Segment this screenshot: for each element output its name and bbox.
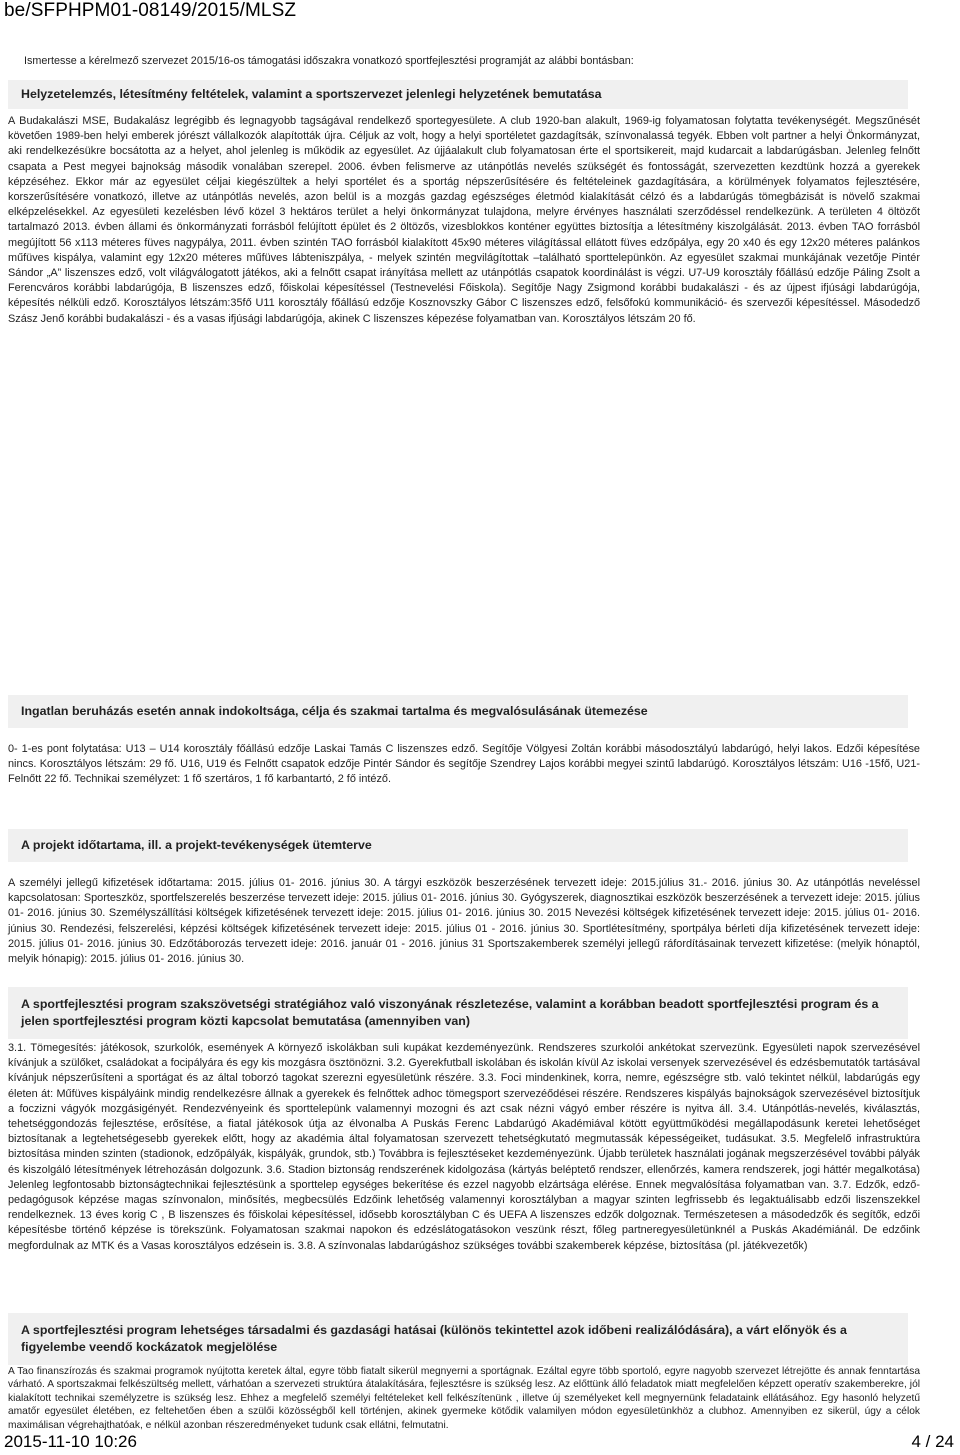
section-heading-impacts: A sportfejlesztési program lehetséges társadalmi és gazdasági hatásai (különös tekintettel azok időbeni realizálódására), a várt előnyök és a figyelembe veendő kockázatok megjelölése xyxy=(8,1313,908,1365)
footer-page-number: 4 / 24 xyxy=(911,1432,954,1451)
section-heading-situation: Helyzetelemzés, létesítmény feltételek, valamint a sportszervezet jelenlegi helyzetének bemutatása xyxy=(8,80,908,109)
document-id: be/SFPHPM01-08149/2015/MLSZ xyxy=(4,0,297,21)
section-heading-real-estate: Ingatlan beruházás esetén annak indokoltsága, célja és szakmai tartalma és megvalósulásának ütemezése xyxy=(8,695,908,728)
section-body-strategy: 3.1. Tömegesítés: játékosok, szurkolók, események A környező iskolákban suli kupákat kezdeményezünk. Rendszeres szurkolói ankétokat szervezünk. Egyesületi napok szervezésével kívánjuk a szülőket, családokat a focipályára és egy kis mozgásra ösztönözni. 3.2. Gyerekfutball iskolában és iskolán kívül Az iskolai versenyek szervezésével és edzésbemutatók tartásával kívánjuk népszerűsíteni a sportágat és az által toborzó tagokat szerezni egyesületünk részére. 3.3. Foci mindenkinek, korra, nemre, egészségre stb. való tekintet nélkül, labdarúgás egy életen át: Műfüves kispályáink mindig rendelkezésre állnak a gyerekek és felnőttek adhoc tömegsport szervezéődései részére. Rendszeres kispályás bajnokságok szervezésével biztosítjuk a foczizni vágyók mozgásigényét. Rendezvényeink és sporttelepünk valamennyi mozogni és azt csak nézni vágyó ember részére is nyitva áll. 3.4. Utánpótlás-nevelés, kiválasztás, tehetséggondozás fejlesztése, erősítése, a fiatal játékosok útja az élvonalba A Puskás Ferenc Labdarúgó Akadémiával kötött együttműködési megállapodásunk keretei lehetőséget biztosítanak a legtehetségesebb gyerekek előtt, hogy az akadémia által folyamatosan szervezett tehetségkutató megmutassák képességeiket, tudásukat. 3.5. Megfelelő infrastruktúra biztosítása minden szinten (stadionok, edzőpályák, kispályák, grundok, stb.) Továbbra is fejlesztéseket kezdeményezünk. Újabb területek használati jogának megszerzésével további pályák és kiszolgáló létesítmények létrehozásán dolgozunk. 3.6. Stadion biztonság rendszerének kidolgozása (kártyás beléptető rendszer, ellenőrzés, kamera rendszerek, jogi háttér megalkotása) Jelenleg legfontosabb biztonságtechnikai fejlesztésünk a sporttelep egységes bekerítése és ezzel nagyobb elzártsága elérése. Ennek megvalósítása folyamatban van. 3.7. Edzők, edző-pedagógusok képzése magas színvonalon, minősítés, megbecsülés Edzőink lehetőség valamennyi korosztályban a magyar szinten legfrissebb és legaktuálisabb edzői liszenszekkel rendelkeznek. 13 éves korig C , B liszenszes és főiskolai képesítéssel, idősebb korosztályban C és UEFA A liszenszes edzők dolgoznak. Természetesen a másodedzők és segítők, edzői képesítésbe történő képzése is törekszünk. Folyamatosan szakmai napokon és edzéslátogatásokon veszünk részt, főleg partneregyesületünknél a Puskás Akadémiánál. De edzőink megfordulnak az MTK és a Vasas korosztályos edzésein is. 3.8. A színvonalas labdarúgáshoz szükséges további szakemberek képzése, biztosítása (pl. játékvezetők) xyxy=(8,1042,920,1252)
intro-text: Ismertesse a kérelmező szervezet 2015/16-os támogatási időszakra vonatkozó sportfejlesztési programját az alábbi bontásban: xyxy=(24,55,634,67)
section-body-situation: A Budakalászi MSE, Budakalász legrégibb és legnagyobb tagságával rendelkező sportegyesülete. A club 1920-ban alakult, 1969-ig folyamatosan folytatta tevékenységét. Megszűnését követően 1989-ben helyi emberek jórészt vállalkozók alapították újra. Céljuk az volt, hogy a helyi sportéletet gazdagítsák, színvonalassá tegyék. Ebben volt partner a helyi Önkormányzat, aki rendelkezésükre bocsátotta az a helyet, ahol jelenleg is működik az egyesület. Az újjáalakult club folyamatosan érte el sportsikereit, majd kudarcait a labdarúgásban. Jelenleg felnőtt csapata a Pest megyei bajnokság második vonalában szerepel. 2006. évben felismerve az utánpótlás nevelés szükségét és fontosságát, szervezetten kezdtünk hozzá a gyerekek képzéséhez. Ekkor már az egyesület céljai kiegészültek a helyi sportélet és a sportág népszerűsítésére és feltételeinek gazdagítására, a körülmények folyamatos fejlesztésére, korszerűsítésére vonatkozó, illetve az utánpótlás nevelés, azon belül is a mozgás gazdag egészséges életmód kialakítását célzó és a labdarúgás tömegbázisát is növelő szakmai elképzelésekkel. Az egyesületi kezelésben lévő közel 3 hektáros terület a helyi önkormányzat tulajdona, melyre érvényes használati szerződéssel rendelkezünk. A területen 4 öltözőt tartalmazó 2013. évben állami és önkormányzati forrásból felújított épület és 2 öltözős, vizesblokkos konténer együttes biztosítja a létesítmény kiszolgálását. 2013. évben TAO forrásból megújított 56 x113 méteres füves nagypálya, 2011. évben szintén TAO forrásból kialakított 45x90 méteres világítással ellátott füves edzőpálya, egy 20 x40 és egy 12x20 méteres palánkos műfüves kispálya, valamint egy 12x20 méteres műfüves lábteniszpálya, - melyek szintén megvilágítottak –található sporttelepünkön. Az egyesület szakmai munkájának vezetője Pintér Sándor „A” liszenszes edző, volt világválogatott játékos, aki a felnőtt csapat irányítása mellett az utánpótlás csapatok koordinálást is végzi. U7-U9 korosztály főállású edzője Páling Zsolt a Ferencváros korábbi labdarúgója, B liszenszes edző, főiskolai képesítéssel (Testnevelési Főiskola). Segítője Nagy Zsigmond korábbi budakalászi - és az újpest ifjúsági labdarúgója, képesítés nélküli edző. Korosztályos létszám:35fő U11 korosztály főállású edzője Kosznovszky Gábor C liszenszes edző, felsőfokú kommunikáció- és szervezői képesítéssel. Másodedző Szász Jenő korábbi budakalászi - és a vasas ifjúsági labdarúgója, akinek C liszenszes képezése folyamatban van. Korosztályos létszám 20 fő. xyxy=(8,115,920,325)
section-body-schedule: A személyi jellegű kifizetések időtartama: 2015. július 01- 2016. június 30. A tárgyi eszközök beszerzésének tervezett ideje: 2015.július 31.- 2016. június 30. Az utánpótlás neveléssel kapcsolatosan: Sporteszköz, sportfelszerelés beszerzése tervezett ideje: 2015. július 01- 2016. június 30. Gyógyszerek, diagnosztikai eszközök beszerzésének a tervezett ideje: 2015. július 01- 2016. június 30. Személyszállítási költségek kifizetésének tervezett ideje: 2015. július 01- 2016. június 30. 2015 Nevezési költségek kifizetésének tervezett ideje: 2015. július 01- 2016. június 30. Rendezési, felszerelési, képzési költségek kifizetésének tervezett ideje: 2015. július 01 - 2016. június 30. Sportlétesítmény, sportpálya bérleti díja kifizetésének tervezett ideje: 2015. július 01- 2016. június 30. Edzőtáborozás tervezett ideje: 2016. január 01 - 2016. június 31 Sportszakemberek személyi jellegű ráfordításainak tervezett kifizetése: (melyik hónaptól, melyik hónapig): 2015. július 01- 2016. június 30. xyxy=(8,877,920,966)
section-body-impacts: A Tao finanszírozás és szakmai programok nyújtotta keretek által, egyre több fiatalt sikerül megnyerni a sportágnak. Ezáltal egyre több sportoló, egyre nagyobb szervezet létrejötte és annak fenntartása várható. A sportszakmai felkészültség mellett, várhatóan a szervezeti struktúra átalakítására, fejlesztésre is szükség lesz. Az előttünk álló feladatok miatt megfelelően képzett operatív szakemberekre, jól kialakított technikai személyzetre is szükség lesz. Ehhez a megfelelő személyi feltételeket kell felkészítenünk , illetve új személyeket kell megnyernünk feladataink ellátásához. Egy hasonló helyzetű amatőr egyesület életében, ez feltehetően ében a szülői közösségből kell történjen, akinek gyermeke kötődik valamilyen módon egyesületünkhöz a clubhoz. Amennyiben ez sikerül, úgy a célok maximálisan végrehajthatóak, e nélkül azonban részeredményeket tudunk csak ellátni, felmutatni. xyxy=(8,1366,920,1431)
section-heading-schedule: A projekt időtartama, ill. a projekt-tevékenységek ütemterve xyxy=(8,829,908,862)
section-heading-strategy: A sportfejlesztési program szakszövetségi stratégiához való viszonyának részletezése, valamint a korábban beadott sportfejlesztési program és a jelen sportfejlesztési program közti kapcsolat bemutatása (amennyiben van) xyxy=(8,987,908,1039)
section-body-real-estate: 0- 1-es pont folytatása: U13 – U14 korosztály főállású edzője Laskai Tamás C liszenszes edző. Segítője Völgyesi Zoltán korábbi másodosztályú labdarúgó, helyi lakos. Edzői képesítése nincs. Korosztályos létszám: 29 fő. U16, U19 és Felnőtt csapatok edzője Pintér Sándor és segítője Szendrey Lajos korábbi megyei szintű labdarúgó. Korosztályos létszám: U16 -15fő, U21-Felnőtt 22 fő. Technikai személyzet: 1 fő szertáros, 1 fő karbantartó, 2 fő intéző. xyxy=(8,743,920,786)
footer-datetime: 2015-11-10 10:26 xyxy=(4,1432,137,1451)
